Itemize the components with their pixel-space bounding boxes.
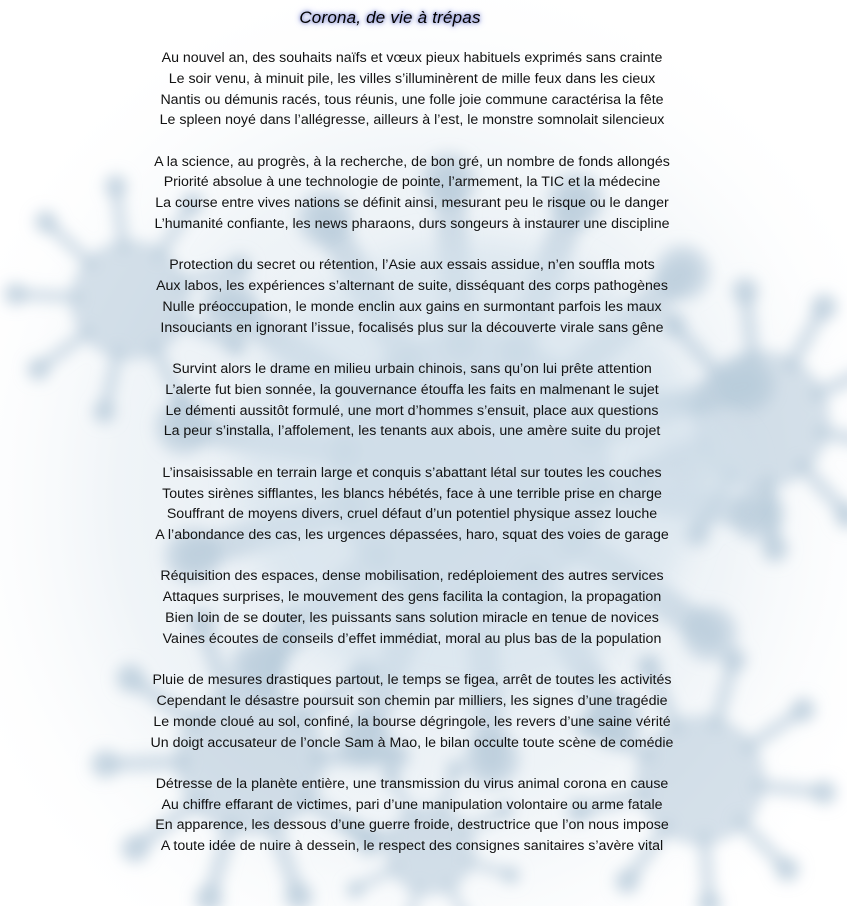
poem-line: Nulle préoccupation, le monde enclin aux gains en surmontant parfois les maux <box>162 298 662 315</box>
poem-line: Vaines écoutes de conseils d’effet immédiat, moral au plus bas de la population <box>162 630 662 647</box>
poem-line: La course entre vives nations se définit ainsi, mesurant peu le risque ou le danger <box>155 195 669 212</box>
stanza <box>0 255 824 338</box>
poem-line: Cependant le désastre poursuit son chemin par milliers, les signes d’une tragédie <box>156 692 668 709</box>
stanza <box>0 152 824 235</box>
poem-line: Toutes sirènes sifflantes, les blancs hébétés, face à une terrible prise en charge <box>162 485 662 502</box>
poem-line: A l’abondance des cas, les urgences dépassées, haro, squat des voies de garage <box>155 527 669 544</box>
stanza <box>0 463 824 546</box>
poem-line: Aux labos, les expériences s’alternant de suite, disséquant des corps pathogènes <box>156 278 668 295</box>
poem-title: Corona, de vie à trépas <box>299 8 481 27</box>
poem-line: Au nouvel an, des souhaits naïfs et vœux pieux habituels exprimés sans crainte <box>161 50 663 66</box>
poem-line: Souffrant de moyens divers, cruel défaut d’un potentiel physique assez louche <box>166 506 658 523</box>
poem-line: A toute idée de nuire à dessein, le respect des consignes sanitaires s’avère vital <box>160 838 664 855</box>
stanza <box>0 48 824 131</box>
poem-line: La peur s’installa, l’affolement, les tenants aux abois, une amère suite du projet <box>163 423 661 440</box>
stanza <box>0 359 824 442</box>
poem-line: Nantis ou démunis racés, tous réunis, une folle joie commune caractérisa la fête <box>160 91 664 108</box>
poem-line: Un doigt accusateur de l’oncle Sam à Mao, le bilan occulte toute scène de comédie <box>150 734 674 751</box>
poem-line: Priorité absolue à une technologie de pointe, l’armement, la TIC et la médecine <box>163 174 661 191</box>
poem-line: Détresse de la planète entière, une transmission du virus animal corona en cause <box>155 775 669 792</box>
poem-line: Insouciants en ignorant l’issue, focalisés plus sur la découverte virale sans gêne <box>160 319 664 336</box>
poem-line: Réquisition des espaces, dense mobilisation, redéploiement des autres services <box>160 568 664 585</box>
stanza <box>0 670 824 753</box>
poem-line: Le monde cloué au sol, confiné, la bourse dégringole, les revers d’une saine vérité <box>153 713 671 730</box>
stanza <box>0 774 824 857</box>
stanza <box>0 566 824 649</box>
poem-line: Le démenti aussitôt formulé, une mort d’hommes s’ensuit, place aux questions <box>165 402 659 419</box>
poem-line: Pluie de mesures drastiques partout, le temps se figea, arrêt de toutes les activités <box>152 672 672 689</box>
poem-line: Le soir venu, à minuit pile, les villes s’illuminèrent de mille feux dans les cieux <box>168 70 656 87</box>
poem-line: Attaques surprises, le mouvement des gens facilita la contagion, la propagation <box>162 589 662 606</box>
poem-line: Survint alors le drame en milieu urbain chinois, sans qu’on lui prête attention <box>172 361 652 378</box>
poem-line: L’humanité confiante, les news pharaons, durs songeurs à instaurer une discipline <box>154 216 670 233</box>
poem-line: Protection du secret ou rétention, l’Asie aux essais assidue, n’en souffla mots <box>169 257 655 274</box>
poem-line: L’insaisissable en terrain large et conquis s’abattant létal sur toutes les couches <box>162 464 662 481</box>
poem-line: En apparence, les dessous d’une guerre froide, destructrice que l’on nous impose <box>155 817 669 834</box>
poem-line: Au chiffre effarant de victimes, pari d’une manipulation volontaire ou arme fatale <box>161 796 663 813</box>
poem-line: Le spleen noyé dans l’allégresse, ailleurs à l’est, le monstre somnolait silencieux <box>159 112 665 129</box>
poem-line: Bien loin de se douter, les puissants sans solution miracle en tenue de novices <box>165 610 659 627</box>
poem-body <box>0 48 824 878</box>
poem-line: A la science, au progrès, à la recherche, de bon gré, un nombre de fonds allongés <box>154 153 670 170</box>
poem-line: L’alerte fut bien sonnée, la gouvernance étouffa les faits en malmenant le sujet <box>165 381 659 398</box>
